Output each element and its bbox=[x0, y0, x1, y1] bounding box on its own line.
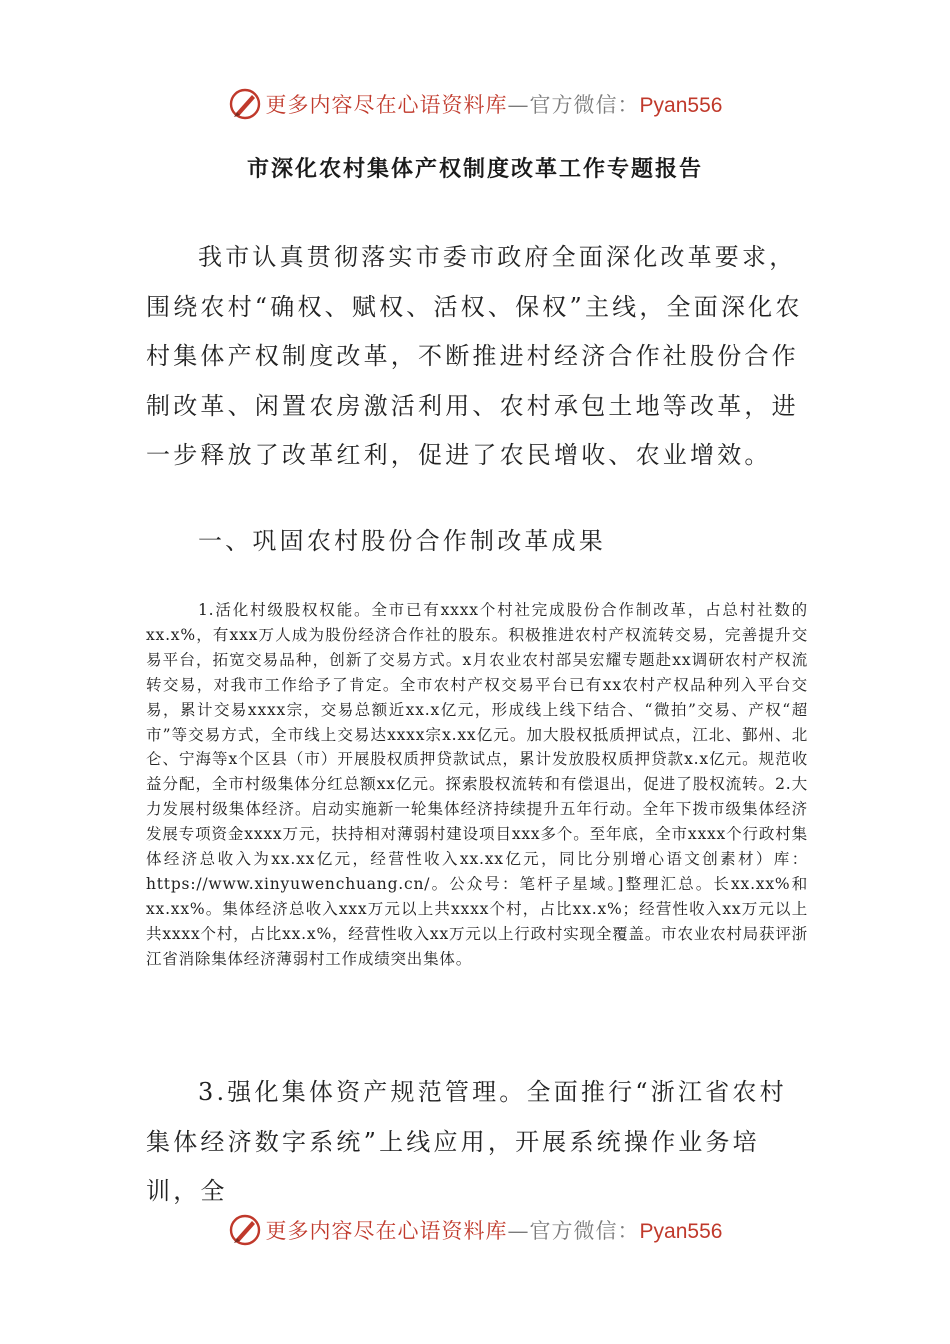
watermark-wechat-id: Pyan556 bbox=[639, 1220, 723, 1243]
watermark-official: 官方微信： bbox=[529, 93, 640, 117]
document-title: 市深化农村集体产权制度改革工作专题报告 bbox=[246, 157, 703, 182]
watermark-brand: 更多内容尽在心语资料库 bbox=[265, 93, 508, 117]
pen-circle-logo-icon bbox=[228, 1213, 262, 1247]
watermark-separator: — bbox=[507, 1219, 530, 1243]
watermark-official: 官方微信： bbox=[529, 1219, 640, 1243]
section1-body: 1.活化村级股权权能。全市已有xxxx个村社完成股份合作制改革，占总村社数的xx.x%，有xxx万人成为股份经济合作社的股东。积极推进农村产权流转交易，完善提升交易平台，拓宽交易品种，创新了交易方式。x月农业农村部吴宏耀专题赴xx调研农村产权流转交易，对我市工作给予了肯定。全市农村产权交易平台已有xx农村产权品种列入平台交易，累计交易xxxx宗，交易总额近xx.x亿元，形成线上线下结合、“微拍”交易、产权“超市”等交易方式，全市线上交易达xxxx宗x.xx亿元。加大股权抵质押试点，江北、鄞州、北仑、宁海等x个区县（市）开展股权质押贷款试点，累计发放股权质押贷款x.x亿元。规范收益分配，全市村级集体分红总额xx亿元。探索股权流转和有偿退出，促进了股权流转。2.大力发展村级集体经济。启动实施新一轮集体经济持续提升五年行动。全年下拨市级集体经济发展专项资金xxxx万元，扶持相对薄弱村建设项目xxx多个。至年底，全市xxxx个行政村集体经济总收入为xx.xx亿元，经营性收入xx.xx亿元，同比分别增心语文创素材）库：https://www.xinyuwenchuang.cn/。公众号：笔杆子星域。]整理汇总。长xx.xx%和xx.xx%。集体经济总收入xxx万元以上共xxxx个村，占比xx.x%；经营性收入xx万元以上共xxxx个村，占比xx.x%，经营性收入xx万元以上行政村实现全覆盖。市农业农村局获评浙江省消除集体经济薄弱村工作成绩突出集体。 bbox=[146, 601, 808, 968]
section1-item3: 3.强化集体资产规范管理。全面推行“浙江省农村集体经济数字系统”上线应用，开展系统操作业务培训，全 bbox=[146, 1078, 787, 1205]
watermark-text bbox=[266, 89, 723, 119]
watermark-wechat-id: Pyan556 bbox=[639, 94, 723, 117]
watermark-separator: — bbox=[507, 93, 530, 117]
footer-watermark bbox=[0, 1210, 950, 1250]
watermark-brand: 更多内容尽在心语资料库 bbox=[265, 1219, 508, 1243]
pen-circle-logo-icon bbox=[228, 87, 262, 121]
watermark-text bbox=[266, 1215, 723, 1245]
header-watermark bbox=[0, 84, 950, 124]
intro-paragraph: 我市认真贯彻落实市委市政府全面深化改革要求，围绕农村“确权、赋权、活权、保权”主线，全面深化农村集体产权制度改革，不断推进村经济合作社股份合作制改革、闲置农房激活利用、农村承包土地等改革，进一步释放了改革红利，促进了农民增收、农业增效。 bbox=[146, 243, 803, 469]
section1-heading: 一、巩固农村股份合作制改革成果 bbox=[198, 527, 606, 555]
